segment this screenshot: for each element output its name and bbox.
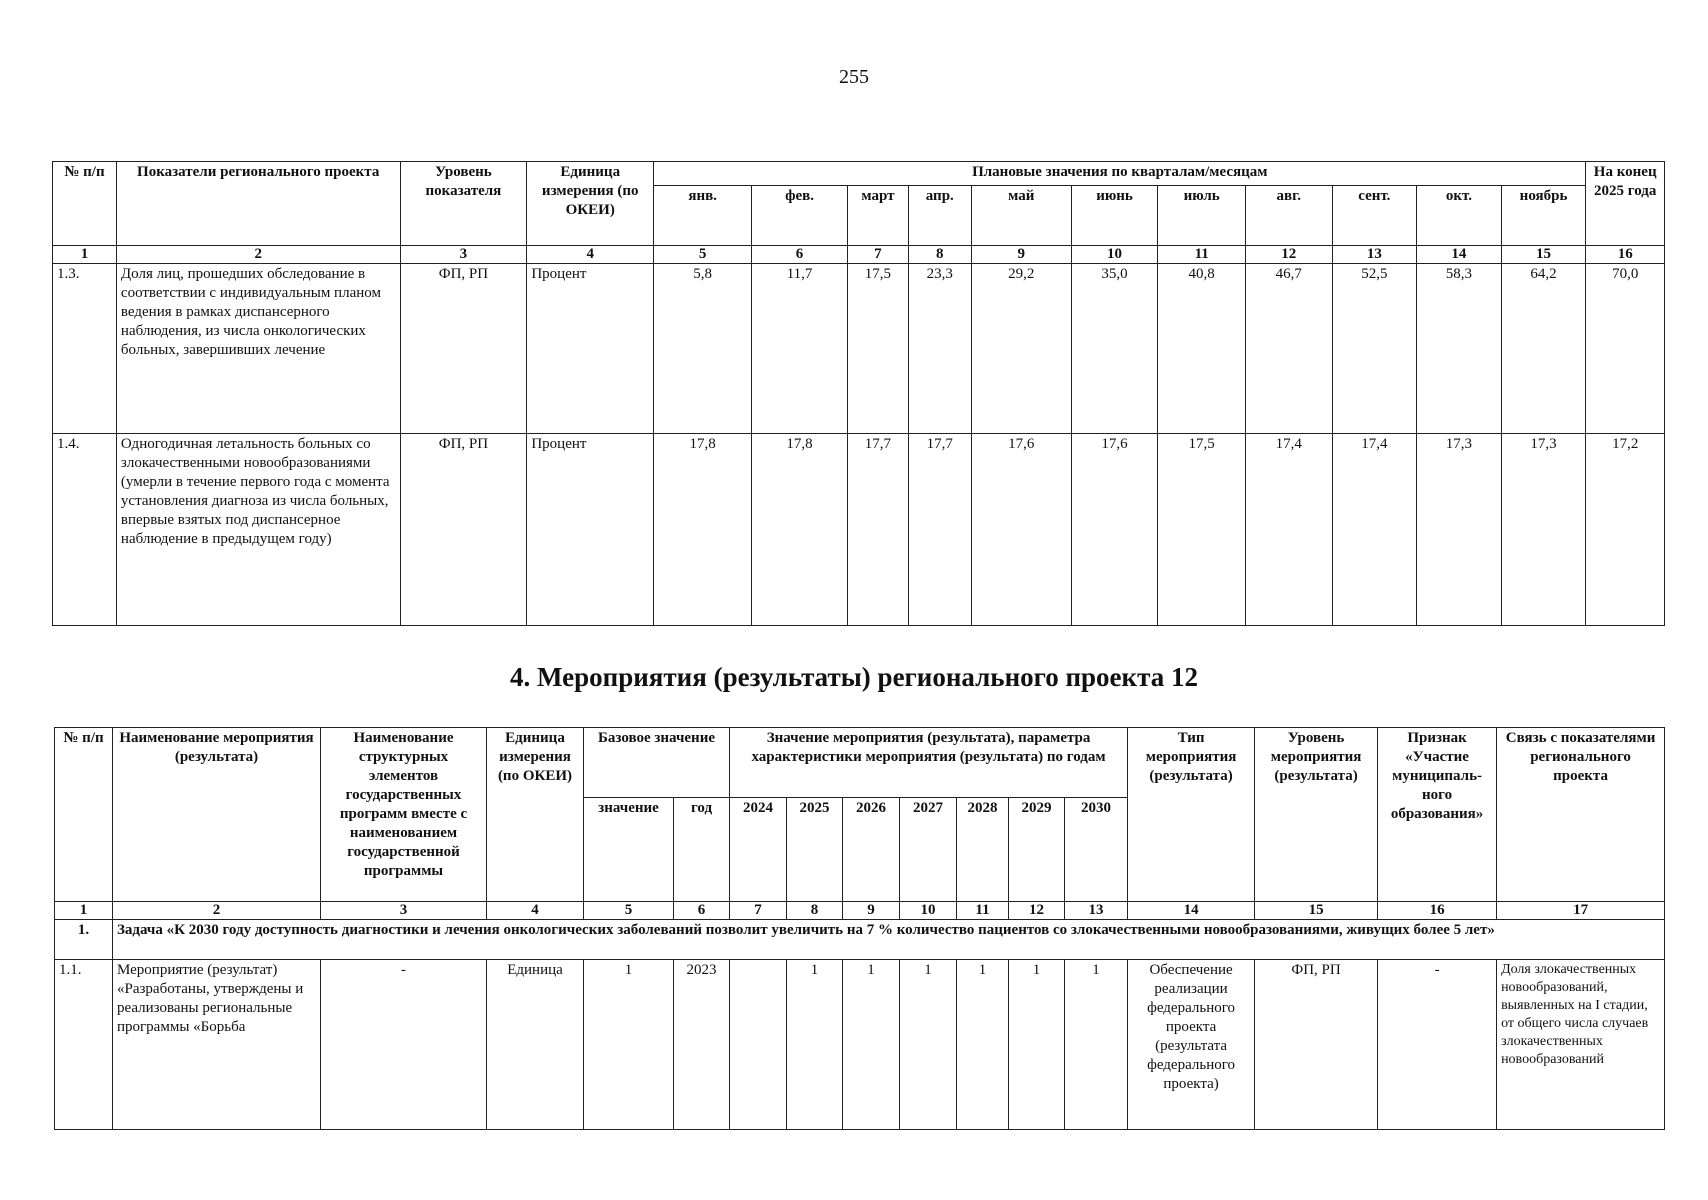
month-value: 40,8: [1158, 264, 1246, 434]
year-value: 1: [843, 960, 900, 1130]
column-number: 3: [400, 246, 527, 264]
year-value: [730, 960, 787, 1130]
base-year: 2023: [674, 960, 730, 1130]
column-number: 13: [1332, 246, 1417, 264]
table-row: [55, 960, 1665, 1130]
year-value: 1: [957, 960, 1009, 1130]
month-value: 11,7: [752, 264, 848, 434]
header-base-year: год: [674, 798, 730, 902]
month-value: 17,5: [1158, 434, 1246, 626]
activity-level: ФП, РП: [1255, 960, 1378, 1130]
month-header: май: [971, 186, 1071, 246]
section-title: 4. Мероприятия (результаты) регионального проекта 12: [510, 662, 1198, 692]
row-num: 1.1.: [55, 960, 113, 1130]
column-number: 2: [113, 902, 321, 920]
month-value: 17,3: [1501, 434, 1586, 626]
column-number: 8: [908, 246, 971, 264]
column-number: 12: [1245, 246, 1332, 264]
month-value: 17,4: [1332, 434, 1417, 626]
month-header: июнь: [1071, 186, 1158, 246]
column-number: 14: [1417, 246, 1502, 264]
month-value: 17,4: [1245, 434, 1332, 626]
column-number: 9: [843, 902, 900, 920]
row-num: 1.4.: [53, 434, 117, 626]
month-value: 17,7: [848, 434, 909, 626]
header-num: № п/п: [53, 162, 117, 246]
column-number: 14: [1128, 902, 1255, 920]
column-number: 16: [1586, 246, 1665, 264]
column-number: 10: [1071, 246, 1158, 264]
column-number-row: [55, 902, 1665, 920]
header-level: Уровень мероприятия (результата): [1255, 728, 1378, 902]
header-link: Связь с показателями регионального проекта: [1497, 728, 1665, 902]
month-header: сент.: [1332, 186, 1417, 246]
column-number: 3: [321, 902, 487, 920]
month-value: 52,5: [1332, 264, 1417, 434]
indicator-name: Одногодичная летальность больных со злокачественными новообразованиями (умерли в течение первого года с момента установления диагноза из числа больных, впервые взятых под диспансерное наблюдение в предыдущем году): [116, 434, 400, 626]
year-value: 1: [1009, 960, 1065, 1130]
column-number: 8: [787, 902, 843, 920]
column-number: 5: [654, 246, 752, 264]
table-row: [53, 264, 1665, 434]
header-municipal: Признак «Участие муниципаль-ного образования»: [1378, 728, 1497, 902]
header-unit: Единица измерения (по ОКЕИ): [527, 162, 654, 246]
indicators-table: [52, 161, 1665, 626]
year-header: 2030: [1065, 798, 1128, 902]
column-number: 7: [730, 902, 787, 920]
month-value: 17,8: [752, 434, 848, 626]
column-number: 15: [1255, 902, 1378, 920]
column-number: 1: [53, 246, 117, 264]
year-header: 2029: [1009, 798, 1065, 902]
task-num: 1.: [55, 920, 113, 960]
month-header: март: [848, 186, 909, 246]
month-header: фев.: [752, 186, 848, 246]
month-header: апр.: [908, 186, 971, 246]
activity-name: Мероприятие (результат) «Разработаны, утверждены и реализованы региональные программы «Борьба: [113, 960, 321, 1130]
month-value: 23,3: [908, 264, 971, 434]
page-number: 255: [839, 66, 869, 88]
column-number: 2: [116, 246, 400, 264]
header-indicator: Показатели регионального проекта: [116, 162, 400, 246]
column-number: 17: [1497, 902, 1665, 920]
column-number: 4: [487, 902, 584, 920]
year-header: 2025: [787, 798, 843, 902]
column-number: 12: [1009, 902, 1065, 920]
column-number: 1: [55, 902, 113, 920]
month-value: 35,0: [1071, 264, 1158, 434]
month-value: 5,8: [654, 264, 752, 434]
header-type: Тип мероприятия (результата): [1128, 728, 1255, 902]
year-value: 1: [787, 960, 843, 1130]
column-number: 4: [527, 246, 654, 264]
column-number: 10: [900, 902, 957, 920]
month-value: 17,7: [908, 434, 971, 626]
year-value: 1: [1065, 960, 1128, 1130]
header-values-by-year: Значение мероприятия (результата), параметра характеристики мероприятия (результата) по годам: [730, 728, 1128, 798]
activities-table: [54, 727, 1665, 1130]
year-header: 2028: [957, 798, 1009, 902]
header-planned: Плановые значения по кварталам/месяцам: [654, 162, 1586, 186]
header-unit: Единица измерения (по ОКЕИ): [487, 728, 584, 902]
column-number-row: [53, 246, 1665, 264]
year-header: 2027: [900, 798, 957, 902]
header-base: Базовое значение: [584, 728, 730, 798]
month-header: янв.: [654, 186, 752, 246]
month-value: 58,3: [1417, 264, 1502, 434]
column-number: 7: [848, 246, 909, 264]
column-number: 11: [1158, 246, 1246, 264]
month-header: ноябрь: [1501, 186, 1586, 246]
column-number: 11: [957, 902, 1009, 920]
year-header: 2024: [730, 798, 787, 902]
header-struct: Наименование структурных элементов государственных программ вместе с наименованием государственной программы: [321, 728, 487, 902]
municipal-flag: -: [1378, 960, 1497, 1130]
month-header: окт.: [1417, 186, 1502, 246]
indicator-unit: Процент: [527, 434, 654, 626]
month-header: июль: [1158, 186, 1246, 246]
column-number: 6: [752, 246, 848, 264]
indicator-name: Доля лиц, прошедших обследование в соответствии с индивидуальным планом ведения в рамках диспансерного наблюдения, из числа онкологических больных, завершивших лечение: [116, 264, 400, 434]
year-header: 2026: [843, 798, 900, 902]
month-value: 17,3: [1417, 434, 1502, 626]
month-value: 17,6: [971, 434, 1071, 626]
table-row: [53, 434, 1665, 626]
activity-struct: -: [321, 960, 487, 1130]
end-value: 70,0: [1586, 264, 1665, 434]
month-value: 17,5: [848, 264, 909, 434]
month-value: 46,7: [1245, 264, 1332, 434]
end-value: 17,2: [1586, 434, 1665, 626]
indicator-level: ФП, РП: [400, 434, 527, 626]
header-num: № п/п: [55, 728, 113, 902]
activity-type: Обеспечение реализации федерального проекта (результата федерального проекта): [1128, 960, 1255, 1130]
header-name: Наименование мероприятия (результата): [113, 728, 321, 902]
header-level: Уровень показателя: [400, 162, 527, 246]
header-end: На конец 2025 года: [1586, 162, 1665, 246]
base-value: 1: [584, 960, 674, 1130]
month-header: авг.: [1245, 186, 1332, 246]
column-number: 6: [674, 902, 730, 920]
column-number: 16: [1378, 902, 1497, 920]
indicator-level: ФП, РП: [400, 264, 527, 434]
row-num: 1.3.: [53, 264, 117, 434]
indicator-unit: Процент: [527, 264, 654, 434]
month-value: 17,8: [654, 434, 752, 626]
task-text: Задача «К 2030 году доступность диагностики и лечения онкологических заболеваний позволит увеличить на 7 % количество пациентов со злокачественными новообразованиями, живущих более 5 лет»: [113, 920, 1665, 960]
task-row: [55, 920, 1665, 960]
month-value: 29,2: [971, 264, 1071, 434]
indicator-link: Доля злокачественных новообразований, выявленных на I стадии, от общего числа случаев злокачественных новообразований: [1497, 960, 1665, 1130]
activity-unit: Единица: [487, 960, 584, 1130]
column-number: 9: [971, 246, 1071, 264]
header-base-value: значение: [584, 798, 674, 902]
column-number: 13: [1065, 902, 1128, 920]
month-value: 17,6: [1071, 434, 1158, 626]
column-number: 15: [1501, 246, 1586, 264]
month-value: 64,2: [1501, 264, 1586, 434]
column-number: 5: [584, 902, 674, 920]
year-value: 1: [900, 960, 957, 1130]
